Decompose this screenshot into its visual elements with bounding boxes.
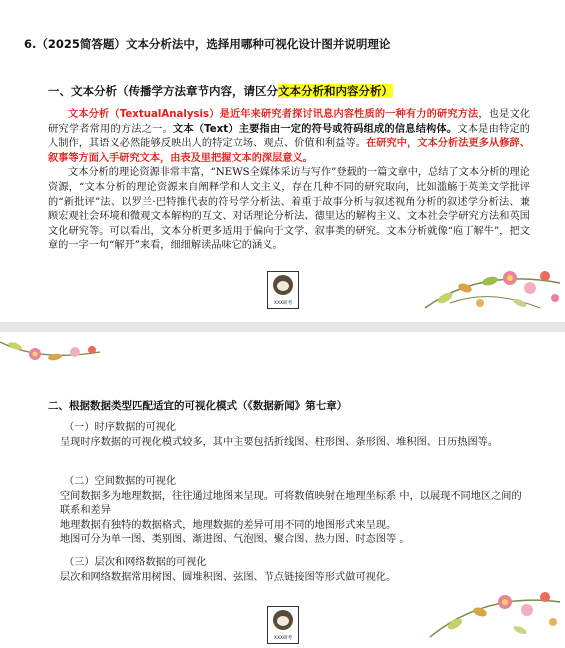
section-time-series bbox=[60, 421, 530, 450]
section-heading-text-analysis bbox=[48, 83, 528, 99]
highlight-text-analysis: 文本分析 bbox=[278, 84, 324, 98]
paragraph-1 bbox=[48, 108, 530, 166]
question-title: 6.（2025简答题）文本分析法中，选择用哪种可视化设计图并说明理论 bbox=[24, 37, 391, 51]
heading-conjunction: 和 bbox=[324, 84, 336, 98]
section-line: 层次和网络数据常用树图、圆堆积图、弦图、节点链接图等形式做可视化。 bbox=[60, 571, 397, 583]
stamp-text: XXX研考 bbox=[273, 301, 293, 306]
section-line: 空间数据多为地理数据，往往通过地图来呈现。可将数值映射在地理坐标系 中，以展现不同地区之间的联系和差异 bbox=[60, 490, 522, 517]
text-analysis-body bbox=[48, 108, 530, 254]
paragraph-2: 文本分析的理论资源非常丰富，“NEWS全媒体采访与写作”登载的一篇文章中，总结了文本分析的理论资源，“文本分析的理论资源来自阐释学和人文主义，存在几种不同的研究取向，比如滥觞于英美文学批评的“新批评”法、以罗兰·巴特推代表的符号学分析法、着重于故事分析与叙述视角分析的叙述学分析法、兼顾宏观社会环境和微观文本解构的互文、对话理论分析法、德里达的解构主义、文本社会学研究方法和英国文化研究等。可以看出，文本分析更多适用于偏向于文学、叙事类的研究。文本分析就像“庖丁解牛”，把文章的一字一句“解开”来看，细细解读品味它的涵义。 bbox=[48, 167, 530, 252]
section-line: 地理数据有独特的数据格式，地理数据的差异可用不同的地图形式来呈现。 bbox=[60, 519, 397, 531]
flower-decoration-icon bbox=[0, 332, 110, 372]
heading-prefix: 一、文本分析（传播学方法章节内容，请区分 bbox=[48, 84, 278, 98]
section-line: 地图可分为单一图、类别图、渐进图、气泡图、聚合图、热力图、时态图等 。 bbox=[60, 534, 410, 546]
document-page-1 bbox=[0, 0, 565, 322]
page-separator bbox=[0, 322, 565, 332]
para1-normal-b: 文本是由特定的人制作，其语义必然能够反映出人的特定立场、观点、价值和利益等。 bbox=[48, 123, 530, 150]
stamp-logo-icon bbox=[267, 606, 299, 644]
stamp-face bbox=[273, 275, 293, 295]
stamp-text: XXX研考 bbox=[273, 636, 293, 641]
highlight-content-analysis: 内容分析） bbox=[335, 84, 393, 98]
flower-decoration-icon bbox=[420, 248, 565, 320]
bold-text-definition: 文本（Text）主要指由一定的符号或符码组成的信息结构体。 bbox=[172, 123, 458, 135]
red-research-method: 在研究中，文本分析法更多从修辞、叙事等方面入手研究文本，由表及里把握文本的深层意义。 bbox=[48, 138, 531, 164]
section-line: 呈现时序数据的可视化模式较多，其中主要包括折线图、柱形图、条形图、堆积图、日历热图等。 bbox=[60, 436, 499, 448]
red-definition: 文本分析（TextualAnalysis）是近年来研究者探讨讯息内容性质的一种有力的研究方法 bbox=[68, 109, 479, 120]
section-head: （二）空间数据的可视化 bbox=[64, 476, 177, 487]
section-hierarchy-network bbox=[60, 556, 530, 585]
stamp-face bbox=[273, 610, 293, 630]
stamp-logo-icon bbox=[267, 271, 299, 309]
para1-normal-a: ，也是文化研究学者常用的方法之一。 bbox=[48, 109, 531, 135]
section-head: （一）时序数据的可视化 bbox=[64, 422, 177, 433]
section-heading-visualization-modes: 二、根据数据类型匹配适宜的可视化模式（《数据新闻》第七章） bbox=[48, 400, 348, 412]
section-head: （三）层次和网络数据的可视化 bbox=[64, 557, 207, 568]
section-spatial bbox=[60, 475, 530, 548]
